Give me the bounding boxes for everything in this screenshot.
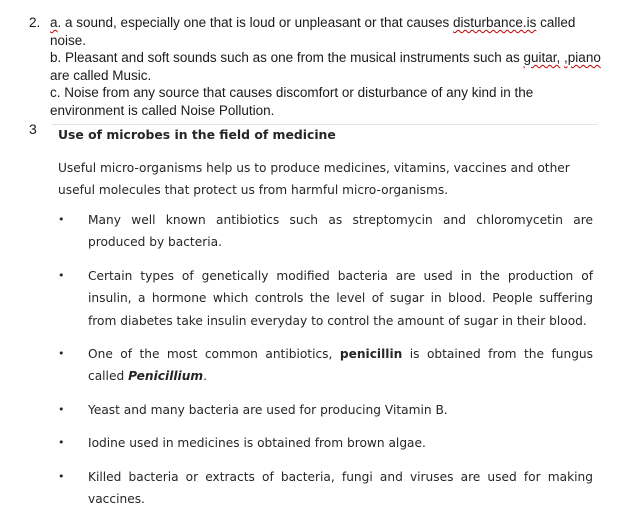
bullet-icon: • xyxy=(58,402,65,416)
intro-paragraph: Useful micro-organisms help us to produce medicines, vitamins, vaccines and other useful molecules that protect us from harmful micro-organisms. xyxy=(58,161,570,197)
bullet-icon: • xyxy=(58,469,65,483)
answer-2a-letter: a xyxy=(50,15,58,30)
answer-3-pasted-content xyxy=(58,126,593,521)
section-heading: Use of microbes in the field of medicine xyxy=(58,127,336,142)
bullet-list xyxy=(58,209,593,510)
answer-2b: b. Pleasant and soft sounds such as one from the musical instruments such as guitar, ,piano are called Music. xyxy=(50,50,601,83)
bold-italic-term: Penicillium xyxy=(128,369,204,384)
list-item: • One of the most common antibiotics, penicillin is obtained from the fungus called Penicillium. xyxy=(58,343,593,388)
answer-2c: c. Noise from any source that causes discomfort or disturbance of any kind in the environment is called Noise Pollution. xyxy=(50,85,534,118)
answer-2-number: 2. xyxy=(29,15,41,30)
bullet-icon: • xyxy=(58,213,65,226)
spelling-error[interactable]: disturbance.is xyxy=(453,15,537,30)
list-item: • Many well known antibiotics such as streptomycin and chloromycetin are produced by bacteria. xyxy=(58,209,593,254)
spelling-error[interactable]: ,piano xyxy=(564,50,601,66)
answer-2-body xyxy=(50,14,609,120)
list-item: • Killed bacteria or extracts of bacteria, fungi and viruses are used for making vaccines. xyxy=(58,466,593,511)
bullet-icon: • xyxy=(58,347,65,361)
pasted-image-border xyxy=(52,124,598,125)
answer-2a: a. a sound, especially one that is loud or unpleasant or that causes disturbance.is called noise. xyxy=(50,15,576,48)
list-item: • Iodine used in medicines is obtained from brown algae. xyxy=(58,432,593,454)
bullet-icon: • xyxy=(58,268,65,282)
list-item: • Yeast and many bacteria are used for producing Vitamin B. xyxy=(58,399,593,421)
answer-2 xyxy=(29,14,609,120)
bullet-icon: • xyxy=(58,436,65,450)
spelling-error[interactable]: guitar, xyxy=(523,50,561,66)
list-item: • Certain types of genetically modified bacteria are used in the production of insulin, a hormone which controls the level of sugar in blood. People suffering from diabetes take insulin everyday to control the amount of sugar in their blood. xyxy=(58,265,593,332)
bold-term: penicillin xyxy=(339,347,403,362)
answer-3-number: 3 xyxy=(29,121,37,137)
